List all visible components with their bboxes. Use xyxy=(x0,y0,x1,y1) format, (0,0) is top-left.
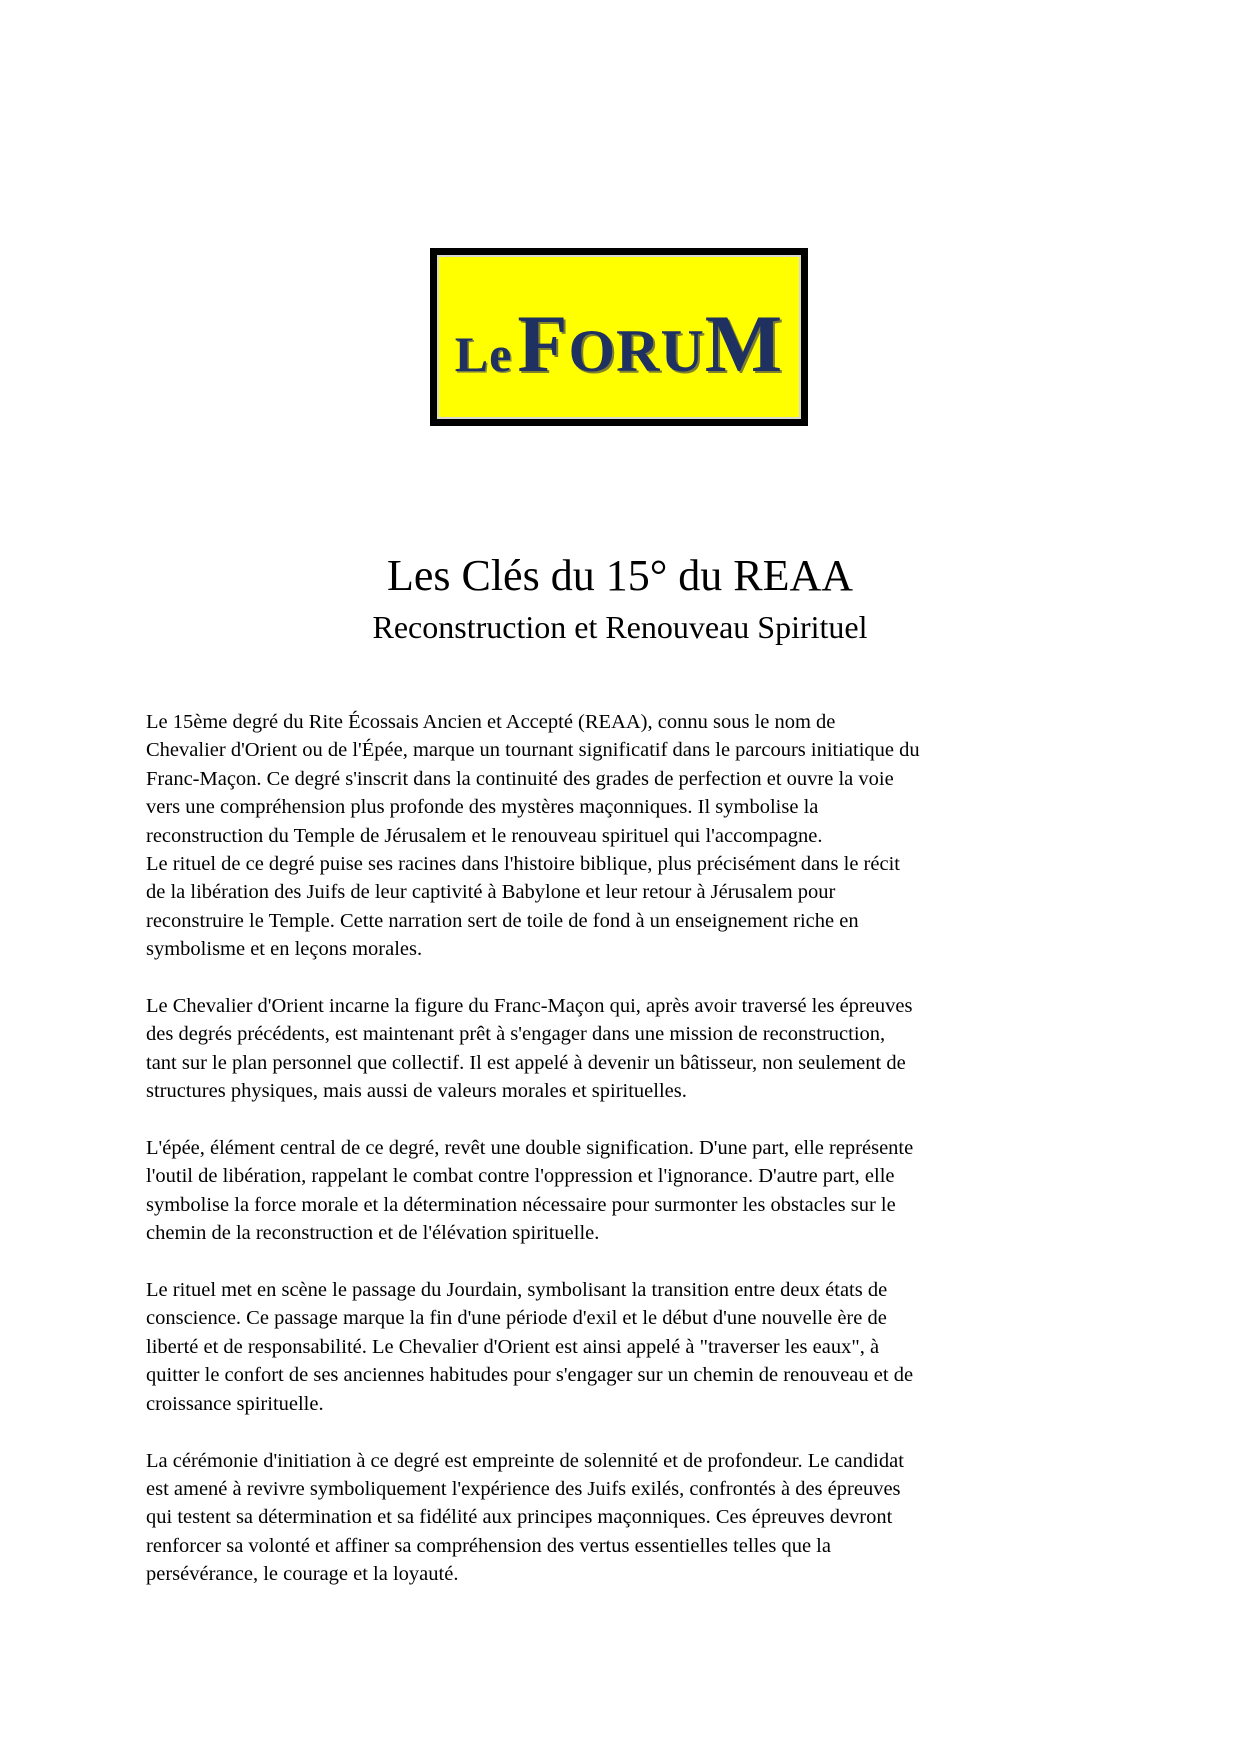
text-line: Le rituel de ce degré puise ses racines dans l'histoire biblique, plus précisément dans le récit xyxy=(146,853,900,876)
text-line: croissance spirituelle. xyxy=(146,1392,324,1415)
logo-wordmark xyxy=(439,297,799,391)
paragraph-2 xyxy=(146,850,1106,964)
text-line: conscience. Ce passage marque la fin d'une période d'exil et le début d'une nouvelle ère de xyxy=(146,1307,887,1330)
paragraph-6 xyxy=(146,1447,1106,1589)
text-line: reconstruction du Temple de Jérusalem et le renouveau spirituel qui l'accompagne. xyxy=(146,824,823,847)
text-line: tant sur le plan personnel que collectif. Il est appelé à devenir un bâtisseur, non seulement de xyxy=(146,1051,906,1074)
text-line: La cérémonie d'initiation à ce degré est empreinte de solennité et de profondeur. Le candidat xyxy=(146,1449,904,1472)
text-line: Le rituel met en scène le passage du Jourdain, symbolisant la transition entre deux états de xyxy=(146,1279,888,1302)
logo-letter-f: F xyxy=(517,298,569,389)
text-line: Le 15ème degré du Rite Écossais Ancien et Accepté (REAA), connu sous le nom de xyxy=(146,711,836,733)
text-line: Le Chevalier d'Orient incarne la figure du Franc-Maçon qui, après avoir traversé les épreuves xyxy=(146,995,913,1018)
text-line: Franc-Maçon. Ce degré s'inscrit dans la continuité des grades de perfection et ouvre la voie xyxy=(146,767,894,790)
logo-word-le: Le xyxy=(454,326,513,382)
text-line: structures physiques, mais aussi de valeurs morales et spirituelles. xyxy=(146,1080,687,1103)
document-body xyxy=(146,708,1106,1617)
paragraph-4 xyxy=(146,1134,1106,1248)
text-line: vers une compréhension plus profonde des mystères maçonniques. Il symbolise la xyxy=(146,796,819,819)
text-line: L'épée, élément central de ce degré, revêt une double signification. D'une part, elle représente xyxy=(146,1137,914,1160)
text-line: l'outil de libération, rappelant le combat contre l'oppression et l'ignorance. D'autre part, elle xyxy=(146,1165,895,1188)
document-title: Les Clés du 15° du REAA xyxy=(386,551,854,600)
text-line: des degrés précédents, est maintenant prêt à s'engager dans une mission de reconstruction, xyxy=(146,1023,886,1046)
text-line: Chevalier d'Orient ou de l'Épée, marque un tournant significatif dans le parcours initiatique du xyxy=(146,739,920,762)
text-line: symbolisme et en leçons morales. xyxy=(146,938,423,961)
text-line: quitter le confort de ses anciennes habitudes pour s'engager sur un chemin de renouveau et de xyxy=(146,1364,914,1387)
text-line: qui testent sa détermination et sa fidélité aux principes maçonniques. Ces épreuves devront xyxy=(146,1506,893,1529)
text-line: persévérance, le courage et la loyauté. xyxy=(146,1563,459,1586)
paragraph-1 xyxy=(146,708,1106,850)
paragraph-5 xyxy=(146,1276,1106,1418)
le-forum-logo xyxy=(430,248,808,426)
text-line: chemin de la reconstruction et de l'élévation spirituelle. xyxy=(146,1222,600,1245)
text-line: liberté et de responsabilité. Le Chevalier d'Orient est ainsi appelé à "traverser les eaux", à xyxy=(146,1335,880,1358)
text-line: renforcer sa volonté et affiner sa compréhension des vertus essentielles telles que la xyxy=(146,1534,831,1557)
logo-letters-oru: ORU xyxy=(568,318,705,384)
text-line: reconstruire le Temple. Cette narration sert de toile de fond à un enseignement riche en xyxy=(146,909,859,932)
text-line: de la libération des Juifs de leur captivité à Babylone et leur retour à Jérusalem pour xyxy=(146,881,836,904)
document-subtitle: Reconstruction et Renouveau Spirituel xyxy=(372,609,868,645)
text-line: symbolise la force morale et la détermination nécessaire pour surmonter les obstacles sur le xyxy=(146,1193,896,1216)
text-line: est amené à revivre symboliquement l'expérience des Juifs exilés, confrontés à des épreuves xyxy=(146,1477,901,1500)
logo-letter-m: M xyxy=(704,298,784,389)
paragraph-3 xyxy=(146,992,1106,1106)
logo-inner-frame xyxy=(437,255,801,419)
